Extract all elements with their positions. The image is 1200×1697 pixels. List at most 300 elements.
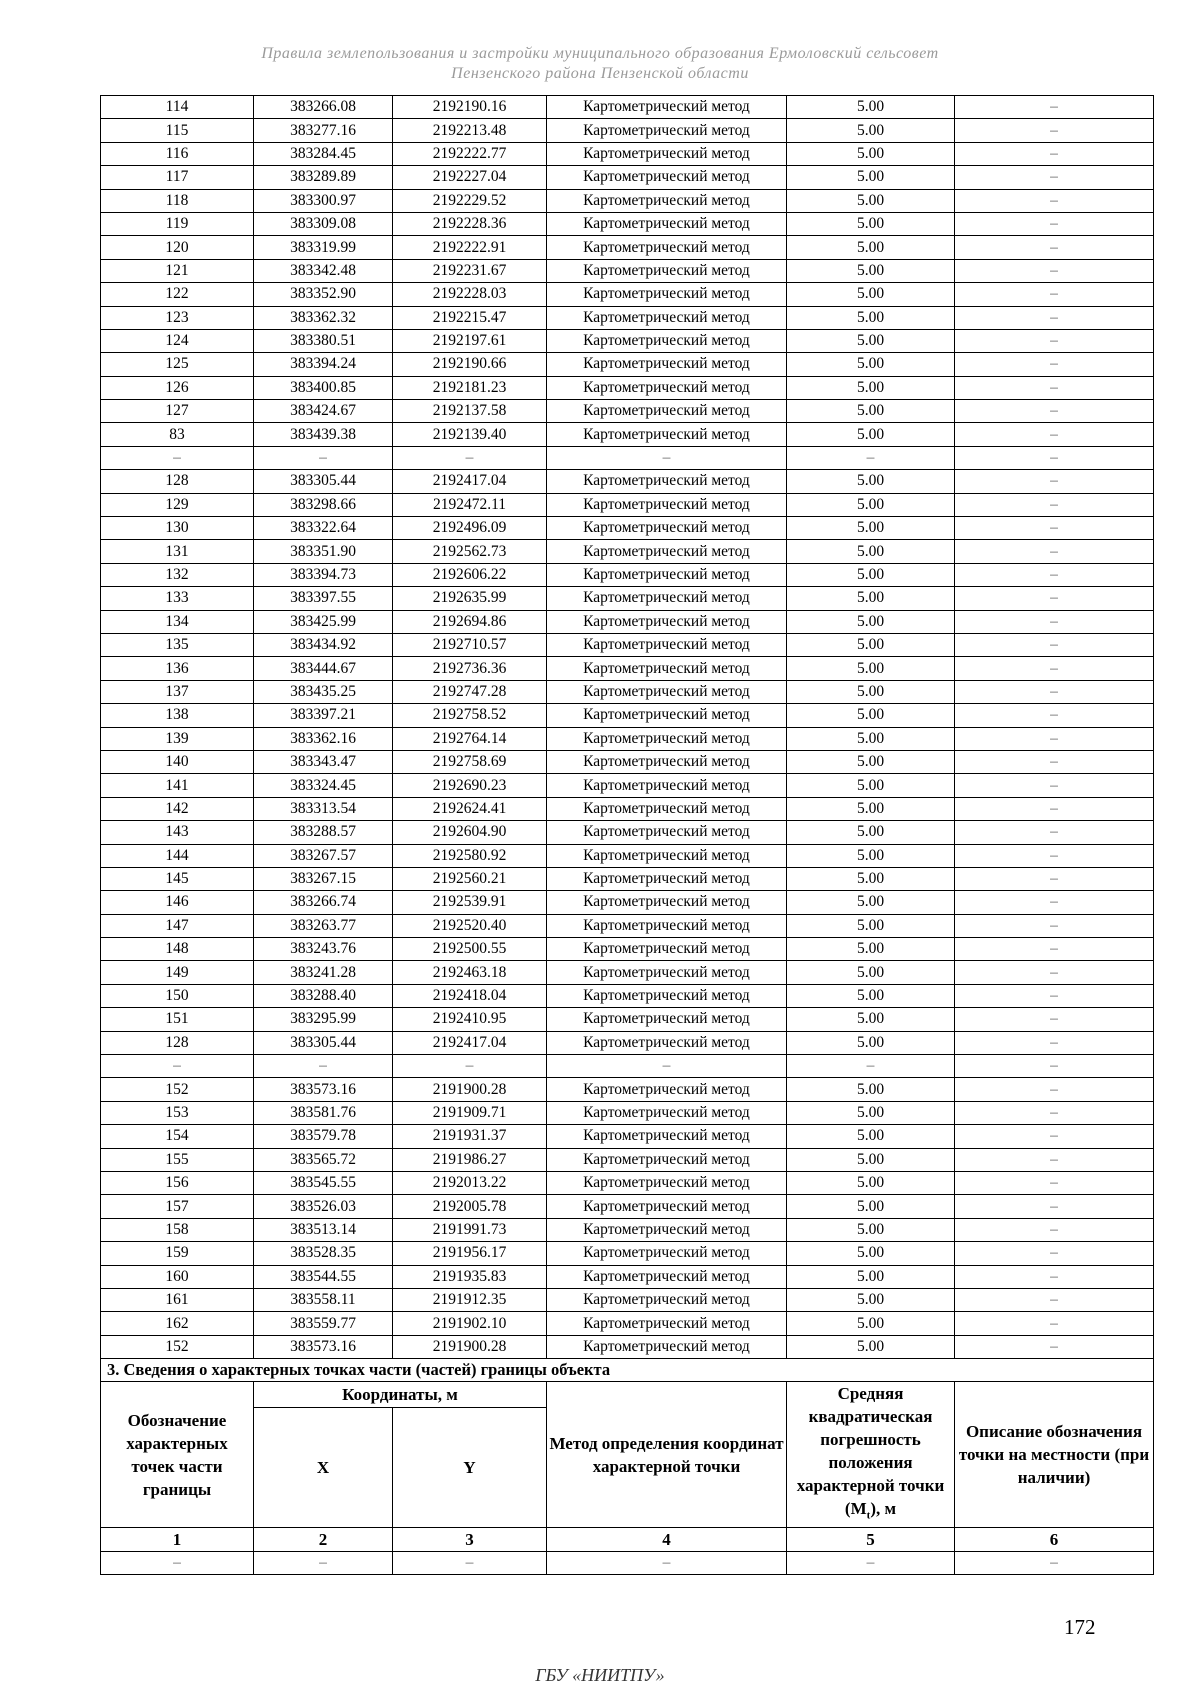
- cell-method: –: [547, 1055, 787, 1078]
- cell-point: 152: [101, 1078, 254, 1101]
- cell-error: 5.00: [787, 353, 955, 376]
- cell-error: 5.00: [787, 984, 955, 1007]
- cell-method: Картометрический метод: [547, 259, 787, 282]
- cell-x: 383545.55: [254, 1171, 393, 1194]
- cell-x: 383267.57: [254, 844, 393, 867]
- cell-point: 155: [101, 1148, 254, 1171]
- cell-point: 145: [101, 867, 254, 890]
- cell-x: 383394.73: [254, 563, 393, 586]
- cell-method: Картометрический метод: [547, 938, 787, 961]
- cell-point: 129: [101, 493, 254, 516]
- cell-point: 158: [101, 1218, 254, 1241]
- table-row: [101, 680, 1154, 703]
- table-row: [101, 1125, 1154, 1148]
- cell-point: –: [101, 446, 254, 469]
- cell-x: 383400.85: [254, 376, 393, 399]
- cell-method: Картометрический метод: [547, 727, 787, 750]
- cell-error: 5.00: [787, 821, 955, 844]
- cell-error: 5.00: [787, 259, 955, 282]
- table-row: [101, 1078, 1154, 1101]
- cell-point: 149: [101, 961, 254, 984]
- cell-method: Картометрический метод: [547, 774, 787, 797]
- cell-error: 5.00: [787, 1101, 955, 1124]
- cell-method: Картометрический метод: [547, 142, 787, 165]
- col-number-3: 3: [393, 1528, 547, 1552]
- cell-desc: –: [955, 1218, 1154, 1241]
- cell-point: 161: [101, 1288, 254, 1311]
- cell-method: Картометрический метод: [547, 517, 787, 540]
- cell-y: 2192013.22: [393, 1171, 547, 1194]
- cell-desc: –: [955, 517, 1154, 540]
- page-header: [0, 44, 1200, 84]
- cell-method: Картометрический метод: [547, 610, 787, 633]
- cell-x: 383309.08: [254, 212, 393, 235]
- cell-point: 154: [101, 1125, 254, 1148]
- cell-error: 5.00: [787, 1171, 955, 1194]
- cell-error: 5.00: [787, 891, 955, 914]
- cell-method: Картометрический метод: [547, 96, 787, 119]
- table-row: [101, 1218, 1154, 1241]
- cell-method: Картометрический метод: [547, 750, 787, 773]
- table-row: [101, 914, 1154, 937]
- cell-y: 2192227.04: [393, 166, 547, 189]
- table-row: [101, 1335, 1154, 1358]
- cell-desc: –: [955, 493, 1154, 516]
- cell-y: 2192520.40: [393, 914, 547, 937]
- cell-method: Картометрический метод: [547, 1008, 787, 1031]
- cell-point: 143: [101, 821, 254, 844]
- cell-method: Картометрический метод: [547, 984, 787, 1007]
- table-row: [101, 540, 1154, 563]
- cell-point: 127: [101, 400, 254, 423]
- cell-desc: –: [955, 1195, 1154, 1218]
- col-coords-header: Координаты, м: [254, 1382, 547, 1408]
- col-x-header: X: [254, 1407, 393, 1528]
- cell-error: –: [787, 446, 955, 469]
- cell-y: 2192562.73: [393, 540, 547, 563]
- section-3-empty-row: [101, 1552, 1154, 1575]
- cell-method: Картометрический метод: [547, 166, 787, 189]
- table-row: [101, 1195, 1154, 1218]
- cell-desc: –: [955, 704, 1154, 727]
- cell-method: Картометрический метод: [547, 189, 787, 212]
- cell-y: 2192228.03: [393, 283, 547, 306]
- cell-y: 2192228.36: [393, 212, 547, 235]
- table-row: [101, 938, 1154, 961]
- table-row: [101, 657, 1154, 680]
- cell-x: 383288.40: [254, 984, 393, 1007]
- table-row: [101, 821, 1154, 844]
- cell-point: 133: [101, 587, 254, 610]
- cell-desc: –: [955, 961, 1154, 984]
- cell-method: Картометрический метод: [547, 1218, 787, 1241]
- cell-desc: –: [955, 984, 1154, 1007]
- cell-point: 137: [101, 680, 254, 703]
- cell-point: 139: [101, 727, 254, 750]
- cell-method: Картометрический метод: [547, 797, 787, 820]
- cell-y: 2192758.52: [393, 704, 547, 727]
- cell-method: Картометрический метод: [547, 704, 787, 727]
- cell-method: Картометрический метод: [547, 329, 787, 352]
- cell-x: 383305.44: [254, 470, 393, 493]
- cell-point: 140: [101, 750, 254, 773]
- cell-x: 383565.72: [254, 1148, 393, 1171]
- cell-point: 141: [101, 774, 254, 797]
- cell-y: 2191902.10: [393, 1312, 547, 1335]
- table-row: [101, 470, 1154, 493]
- cell-x: 383288.57: [254, 821, 393, 844]
- cell-desc: –: [955, 587, 1154, 610]
- cell-point: 114: [101, 96, 254, 119]
- cell-x: 383322.64: [254, 517, 393, 540]
- table-row: [101, 212, 1154, 235]
- cell-desc: –: [955, 142, 1154, 165]
- header-line-1: Правила землепользования и застройки муниципального образования Ермоловский сельсовет: [261, 45, 939, 62]
- column-numbers-row: [101, 1528, 1154, 1552]
- cell-desc: –: [955, 563, 1154, 586]
- cell-y: 2192606.22: [393, 563, 547, 586]
- cell-x: 383559.77: [254, 1312, 393, 1335]
- cell-y: 2191986.27: [393, 1148, 547, 1171]
- cell-error: 5.00: [787, 1008, 955, 1031]
- table-row: [101, 353, 1154, 376]
- cell-error: 5.00: [787, 400, 955, 423]
- cell-y: 2192190.16: [393, 96, 547, 119]
- cell-x: 383513.14: [254, 1218, 393, 1241]
- cell-error: 5.00: [787, 1078, 955, 1101]
- cell-x: 383324.45: [254, 774, 393, 797]
- cell-y: 2192463.18: [393, 961, 547, 984]
- cell-error: 5.00: [787, 1335, 955, 1358]
- cell-x: 383266.08: [254, 96, 393, 119]
- cell-y: 2192418.04: [393, 984, 547, 1007]
- cell-method: Картометрический метод: [547, 376, 787, 399]
- cell-point: 128: [101, 470, 254, 493]
- cell-y: 2191912.35: [393, 1288, 547, 1311]
- table-row: [101, 704, 1154, 727]
- cell-point: 156: [101, 1171, 254, 1194]
- table-row: [101, 774, 1154, 797]
- cell-error: 5.00: [787, 774, 955, 797]
- cell-error: 5.00: [787, 750, 955, 773]
- cell-method: Картометрический метод: [547, 821, 787, 844]
- col-number-6: 6: [955, 1528, 1154, 1552]
- cell-x: 383266.74: [254, 891, 393, 914]
- cell-method: Картометрический метод: [547, 1171, 787, 1194]
- cell-y: 2192417.04: [393, 1031, 547, 1054]
- cell-error: 5.00: [787, 166, 955, 189]
- cell-point: 146: [101, 891, 254, 914]
- cell-method: Картометрический метод: [547, 1195, 787, 1218]
- cell-x: 383263.77: [254, 914, 393, 937]
- table-row: [101, 563, 1154, 586]
- cell-method: Картометрический метод: [547, 867, 787, 890]
- cell-error: 5.00: [787, 844, 955, 867]
- cell-method: Картометрический метод: [547, 353, 787, 376]
- cell-error: 5.00: [787, 376, 955, 399]
- cell-x: 383397.55: [254, 587, 393, 610]
- cell-error: 5.00: [787, 142, 955, 165]
- table-row: [101, 142, 1154, 165]
- table-row: [101, 961, 1154, 984]
- cell-desc: –: [955, 844, 1154, 867]
- cell-desc: –: [955, 1265, 1154, 1288]
- cell-desc: –: [955, 119, 1154, 142]
- table-row: [101, 517, 1154, 540]
- cell-desc: –: [955, 1078, 1154, 1101]
- table-row: [101, 400, 1154, 423]
- cell-y: 2192604.90: [393, 821, 547, 844]
- cell-error: 5.00: [787, 283, 955, 306]
- cell-x: 383581.76: [254, 1101, 393, 1124]
- cell-desc: –: [955, 1101, 1154, 1124]
- cell-desc: –: [955, 727, 1154, 750]
- cell-error: 5.00: [787, 236, 955, 259]
- cell-desc: –: [955, 446, 1154, 469]
- cell-y: 2192500.55: [393, 938, 547, 961]
- page-number: 172: [1064, 1615, 1096, 1639]
- cell-y: 2192496.09: [393, 517, 547, 540]
- coordinates-table: [100, 95, 1154, 1575]
- col-number-2: 2: [254, 1528, 393, 1552]
- table-row: [101, 587, 1154, 610]
- cell-desc: –: [955, 891, 1154, 914]
- page-footer: ГБУ «НИИТПУ»: [535, 1665, 665, 1685]
- cell-method: Картометрический метод: [547, 657, 787, 680]
- cell-method: Картометрический метод: [547, 400, 787, 423]
- table-row: [101, 96, 1154, 119]
- cell-y: 2192472.11: [393, 493, 547, 516]
- cell-error: 5.00: [787, 119, 955, 142]
- cell-x: 383579.78: [254, 1125, 393, 1148]
- table-row: [101, 1242, 1154, 1265]
- cell-desc: –: [955, 1055, 1154, 1078]
- cell-x: 383439.38: [254, 423, 393, 446]
- cell-x: 383300.97: [254, 189, 393, 212]
- cell-point: –: [101, 1055, 254, 1078]
- header-row-1: [101, 1382, 1154, 1408]
- empty-cell: –: [254, 1552, 393, 1575]
- cell-error: 5.00: [787, 938, 955, 961]
- cell-desc: –: [955, 1288, 1154, 1311]
- cell-x: 383313.54: [254, 797, 393, 820]
- cell-point: 147: [101, 914, 254, 937]
- cell-method: Картометрический метод: [547, 1312, 787, 1335]
- cell-desc: –: [955, 1335, 1154, 1358]
- cell-method: –: [547, 446, 787, 469]
- cell-point: 126: [101, 376, 254, 399]
- cell-desc: –: [955, 1148, 1154, 1171]
- cell-method: Картометрический метод: [547, 563, 787, 586]
- cell-method: Картометрический метод: [547, 212, 787, 235]
- col-y-header: Y: [393, 1407, 547, 1528]
- cell-desc: –: [955, 1031, 1154, 1054]
- table-row: [101, 1008, 1154, 1031]
- table-row: [101, 423, 1154, 446]
- table-row: [101, 259, 1154, 282]
- section-3-title: 3. Сведения о характерных точках части (частей) границы объекта: [101, 1359, 1154, 1382]
- cell-desc: –: [955, 259, 1154, 282]
- cell-y: 2192710.57: [393, 633, 547, 656]
- cell-x: 383351.90: [254, 540, 393, 563]
- cell-desc: –: [955, 353, 1154, 376]
- cell-error: 5.00: [787, 1031, 955, 1054]
- cell-method: Картометрический метод: [547, 1265, 787, 1288]
- cell-desc: –: [955, 236, 1154, 259]
- cell-error: 5.00: [787, 189, 955, 212]
- cell-method: Картометрический метод: [547, 961, 787, 984]
- cell-point: 136: [101, 657, 254, 680]
- cell-error: 5.00: [787, 1242, 955, 1265]
- cell-point: 153: [101, 1101, 254, 1124]
- cell-error: 5.00: [787, 96, 955, 119]
- cell-method: Картометрический метод: [547, 1078, 787, 1101]
- cell-x: 383241.28: [254, 961, 393, 984]
- cell-x: 383544.55: [254, 1265, 393, 1288]
- cell-error: 5.00: [787, 1312, 955, 1335]
- cell-y: 2192758.69: [393, 750, 547, 773]
- cell-desc: –: [955, 633, 1154, 656]
- col-method-header: Метод определения координат характерной точки: [547, 1382, 787, 1528]
- col-point-header: Обозначение характерных точек части границы: [101, 1382, 254, 1528]
- cell-y: 2192215.47: [393, 306, 547, 329]
- table-row: [101, 283, 1154, 306]
- cell-error: 5.00: [787, 1288, 955, 1311]
- cell-x: 383424.67: [254, 400, 393, 423]
- table-row: [101, 329, 1154, 352]
- empty-cell: –: [547, 1552, 787, 1575]
- cell-method: Картометрический метод: [547, 1335, 787, 1358]
- cell-method: Картометрический метод: [547, 891, 787, 914]
- cell-x: 383434.92: [254, 633, 393, 656]
- cell-x: 383435.25: [254, 680, 393, 703]
- table-row: [101, 633, 1154, 656]
- cell-x: 383284.45: [254, 142, 393, 165]
- cell-error: 5.00: [787, 1148, 955, 1171]
- cell-x: 383342.48: [254, 259, 393, 282]
- table-row: [101, 493, 1154, 516]
- cell-x: 383352.90: [254, 283, 393, 306]
- cell-desc: –: [955, 470, 1154, 493]
- cell-desc: –: [955, 1171, 1154, 1194]
- table-row: [101, 1171, 1154, 1194]
- cell-error: 5.00: [787, 797, 955, 820]
- table-row: [101, 1101, 1154, 1124]
- table-row: [101, 189, 1154, 212]
- cell-point: 159: [101, 1242, 254, 1265]
- cell-y: –: [393, 446, 547, 469]
- cell-y: 2191931.37: [393, 1125, 547, 1148]
- cell-x: 383380.51: [254, 329, 393, 352]
- cell-x: 383558.11: [254, 1288, 393, 1311]
- cell-error: 5.00: [787, 587, 955, 610]
- cell-error: 5.00: [787, 1265, 955, 1288]
- cell-error: 5.00: [787, 610, 955, 633]
- cell-y: 2192197.61: [393, 329, 547, 352]
- cell-y: 2192580.92: [393, 844, 547, 867]
- cell-point: 152: [101, 1335, 254, 1358]
- cell-desc: –: [955, 540, 1154, 563]
- cell-y: 2192005.78: [393, 1195, 547, 1218]
- cell-desc: –: [955, 914, 1154, 937]
- cell-desc: –: [955, 1125, 1154, 1148]
- cell-y: 2192181.23: [393, 376, 547, 399]
- table-row: [101, 844, 1154, 867]
- cell-y: 2192231.67: [393, 259, 547, 282]
- cell-desc: –: [955, 306, 1154, 329]
- table-row: [101, 306, 1154, 329]
- cell-point: 83: [101, 423, 254, 446]
- cell-y: 2192229.52: [393, 189, 547, 212]
- cell-method: Картометрический метод: [547, 1125, 787, 1148]
- cell-x: 383319.99: [254, 236, 393, 259]
- cell-y: 2192139.40: [393, 423, 547, 446]
- col-number-1: 1: [101, 1528, 254, 1552]
- cell-x: 383295.99: [254, 1008, 393, 1031]
- cell-error: 5.00: [787, 1218, 955, 1241]
- cell-x: 383298.66: [254, 493, 393, 516]
- empty-cell: –: [101, 1552, 254, 1575]
- cell-desc: –: [955, 657, 1154, 680]
- cell-y: 2192539.91: [393, 891, 547, 914]
- cell-desc: –: [955, 329, 1154, 352]
- cell-desc: –: [955, 376, 1154, 399]
- section-3-title-row: [101, 1359, 1154, 1382]
- table-row: [101, 1055, 1154, 1078]
- table-row: [101, 727, 1154, 750]
- table-row: [101, 446, 1154, 469]
- cell-y: 2192624.41: [393, 797, 547, 820]
- empty-cell: –: [393, 1552, 547, 1575]
- cell-method: Картометрический метод: [547, 1288, 787, 1311]
- cell-error: 5.00: [787, 563, 955, 586]
- cell-x: 383526.03: [254, 1195, 393, 1218]
- table-row: [101, 119, 1154, 142]
- cell-point: 132: [101, 563, 254, 586]
- table-row: [101, 1288, 1154, 1311]
- table-row: [101, 236, 1154, 259]
- cell-error: 5.00: [787, 517, 955, 540]
- cell-x: 383394.24: [254, 353, 393, 376]
- cell-point: 120: [101, 236, 254, 259]
- cell-desc: –: [955, 96, 1154, 119]
- cell-method: Картометрический метод: [547, 119, 787, 142]
- cell-y: 2192694.86: [393, 610, 547, 633]
- col-desc-header: Описание обозначения точки на местности (при наличии): [955, 1382, 1154, 1528]
- cell-x: 383362.32: [254, 306, 393, 329]
- cell-x: 383305.44: [254, 1031, 393, 1054]
- cell-method: Картометрический метод: [547, 493, 787, 516]
- cell-y: 2192222.91: [393, 236, 547, 259]
- cell-point: 160: [101, 1265, 254, 1288]
- table-row: [101, 610, 1154, 633]
- cell-method: Картометрический метод: [547, 283, 787, 306]
- cell-y: –: [393, 1055, 547, 1078]
- cell-method: Картометрический метод: [547, 306, 787, 329]
- cell-point: 142: [101, 797, 254, 820]
- table-row: [101, 891, 1154, 914]
- cell-desc: –: [955, 283, 1154, 306]
- cell-error: 5.00: [787, 680, 955, 703]
- cell-point: 117: [101, 166, 254, 189]
- cell-point: 148: [101, 938, 254, 961]
- cell-x: 383528.35: [254, 1242, 393, 1265]
- cell-desc: –: [955, 797, 1154, 820]
- cell-y: 2192764.14: [393, 727, 547, 750]
- cell-desc: –: [955, 1312, 1154, 1335]
- header-line-2: Пензенского района Пензенской области: [451, 65, 749, 82]
- cell-desc: –: [955, 423, 1154, 446]
